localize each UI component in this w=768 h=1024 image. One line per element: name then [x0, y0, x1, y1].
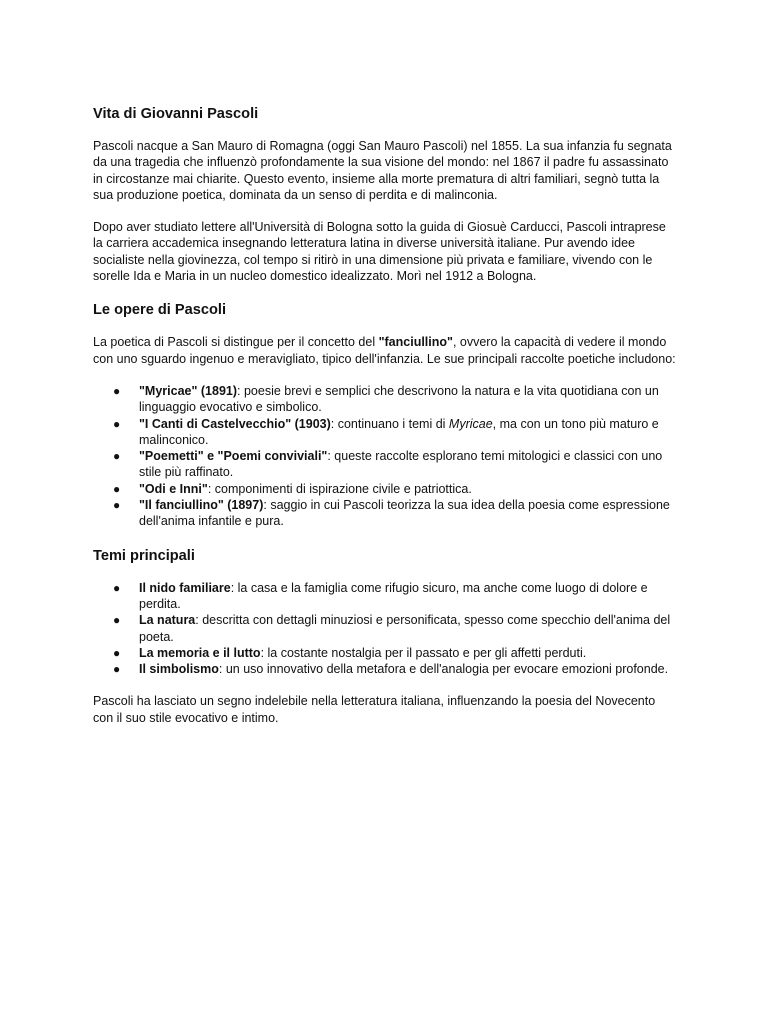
work-description: : queste raccolte esplorano temi mitologici e classici con uno stile più raffinato.: [139, 449, 663, 480]
work-title: "I Canti di Castelvecchio" (1903): [139, 416, 331, 431]
theme-description: : la costante nostalgia per il passato e per gli affetti perduti.: [260, 645, 587, 660]
section-title-works: Le opere di Pascoli: [93, 302, 227, 319]
work-description-continued: , ma con un tono più maturo e malinconico.: [139, 416, 659, 447]
bullet-icon: ●: [113, 416, 121, 431]
work-description: : componimenti di ispirazione civile e patriottica.: [207, 481, 472, 496]
list-item: [93, 448, 677, 481]
conclusion-paragraph: Pascoli ha lasciato un segno indelebile nella letteratura italiana, influenzando la poesia del Novecento con il suo stile evocativo e intimo.: [93, 694, 656, 725]
bullet-icon: ●: [113, 498, 121, 513]
list-item: [93, 661, 677, 677]
theme-description: : descritta con dettagli minuziosi e personificata, spesso come specchio dell'anima del poeta.: [139, 613, 671, 644]
theme-description: : un uso innovativo della metafora e dell'analogia per evocare emozioni profonde.: [218, 662, 669, 677]
work-italic-reference: Myricae: [448, 416, 493, 431]
list-item: [93, 497, 677, 530]
theme-title: Il nido familiare: [139, 580, 231, 595]
list-item: [93, 481, 677, 497]
works-intro-bold: "fanciullino": [378, 335, 453, 350]
theme-title: La memoria e il lutto: [139, 645, 261, 660]
themes-list: [93, 580, 677, 678]
list-item: [93, 645, 677, 661]
works-intro-text-2: , ovvero la capacità di vedere il mondo con uno sguardo ingenuo e meravigliato, tipico dell'infanzia. Le sue principali raccolte poetiche includono:: [93, 335, 676, 366]
list-item: [93, 416, 677, 449]
theme-title: La natura: [139, 613, 196, 628]
bullet-icon: ●: [113, 449, 121, 464]
life-paragraph-1: Pascoli nacque a San Mauro di Romagna (oggi San Mauro Pascoli) nel 1855. La sua infanzia fu segnata da una tragedia che influenzò profondamente la sua visione del mondo: nel 1867 il padre fu assassinato in circostanze mai chiarite. Questo evento, insieme alla morte prematura di altri familiari, segnò tutta la sua produzione poetica, dominata da un senso di perdita e di malinconia.: [93, 139, 672, 202]
work-description: : continuano i temi di: [330, 416, 449, 431]
bullet-icon: ●: [113, 481, 121, 496]
life-paragraph-2: Dopo aver studiato lettere all'Università di Bologna sotto la guida di Giosuè Carducci, Pascoli intraprese la carriera accademica insegnando letteratura latina in diverse università italiane. Pur avendo idee socialiste nella giovinezza, col tempo si ritirò in una dimensione più privata e familiare, vivendo con le sorelle Ida e Maria in un nucleo domestico idealizzato. Morì nel 1912 a Bologna.: [93, 220, 666, 284]
work-title: "Poemetti" e "Poemi conviviali": [139, 449, 328, 464]
bullet-icon: ●: [113, 645, 121, 660]
section-title-life: Vita di Giovanni Pascoli: [93, 106, 259, 122]
bullet-icon: ●: [113, 383, 121, 398]
theme-description: : la casa e la famiglia come rifugio sicuro, ma anche come luogo di dolore e perdita.: [139, 580, 648, 611]
list-item: [93, 580, 677, 613]
work-title: "Odi e Inni": [139, 481, 208, 496]
bullet-icon: ●: [113, 613, 121, 628]
bullet-icon: ●: [113, 580, 121, 595]
works-list: [93, 383, 677, 530]
work-title: "Il fanciullino" (1897): [139, 498, 264, 513]
bullet-icon: ●: [113, 662, 121, 677]
work-description: : poesie brevi e semplici che descrivono la natura e la vita quotidiana con un linguaggio evocativo e simbolico.: [139, 383, 659, 415]
works-intro: [93, 334, 677, 367]
list-item: [93, 383, 677, 416]
work-title: "Myricae" (1891): [139, 383, 238, 398]
works-intro-text-1: La poetica di Pascoli si distingue per il concetto del: [93, 335, 379, 350]
document-page: [93, 104, 677, 742]
theme-title: Il simbolismo: [139, 662, 219, 677]
work-description: : saggio in cui Pascoli teorizza la sua idea della poesia come espressione dell'anima infantile e pura.: [139, 498, 670, 529]
list-item: [93, 612, 677, 645]
section-title-themes: Temi principali: [93, 547, 195, 564]
